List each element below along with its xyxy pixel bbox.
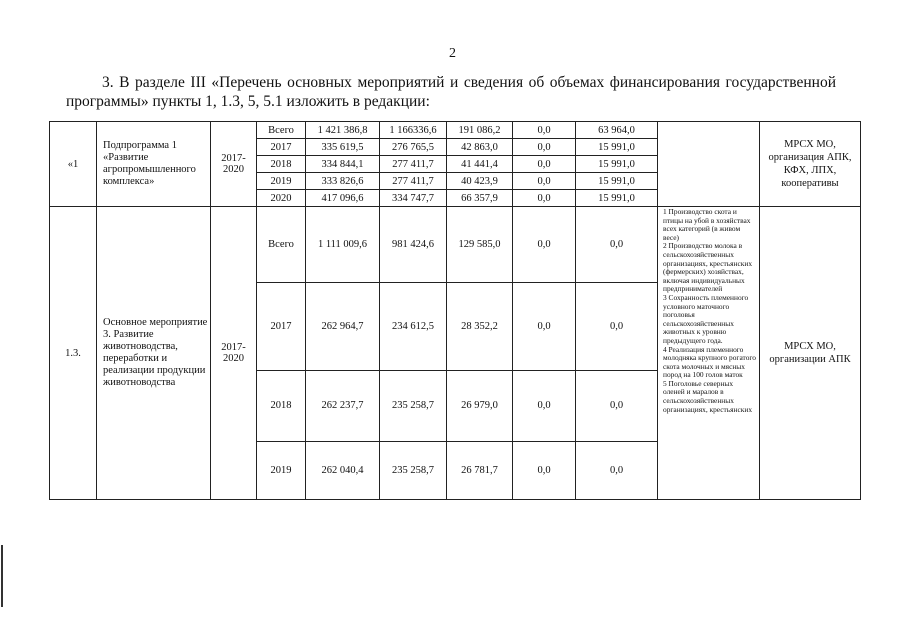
amount-cell: 15 991,0 [576, 156, 658, 173]
amount-cell: 234 612,5 [380, 283, 447, 370]
amount-cell: 0,0 [513, 283, 576, 370]
total-cell: 1 421 386,8 [306, 122, 380, 139]
total-cell: 1 111 009,6 [306, 207, 380, 283]
amount-cell: 40 423,9 [447, 173, 513, 190]
intro-text: 3. В разделе III «Перечень основных мероприятий и сведения об объемах финансирования государственной программы» пункты 1, 1.3, 5, 5.1 изложить в редакции: [66, 74, 836, 110]
item-number: «1 [50, 122, 97, 207]
item-name: Подпрограмма 1 «Развитие агропромышленного комплекса» [97, 122, 211, 207]
amount-cell: 0,0 [513, 370, 576, 441]
year-label: 2020 [257, 190, 306, 207]
scan-edge-mark [1, 545, 3, 607]
program-table [49, 121, 861, 500]
table-row [50, 122, 861, 139]
year-label: 2019 [257, 173, 306, 190]
amount-cell: 334 747,7 [380, 190, 447, 207]
year-label: 2018 [257, 156, 306, 173]
year-label: 2018 [257, 370, 306, 441]
amount-cell: 15 991,0 [576, 139, 658, 156]
amount-cell: 63 964,0 [576, 122, 658, 139]
amount-cell: 0,0 [513, 156, 576, 173]
target-indicators-text: 1 Производство скота и птицы на убой в хозяйствах всех категорий (в живом весе) 2 Производство молока в сельскохозяйственных организациях, крестьянских (фермерских) хозяйствах, включая индивидуальных предпринимателей 3 Сохранность племенного условного маточного поголовья сельскохозяйственных животных к уровню предыдущего года. 4 Реализация племенного молодняка крупного рогатого скота молочных и мясных пород на 100 голов маток 5 Поголовье северных оленей и маралов в сельскохозяйственных организациях, крестьянских [663, 208, 756, 414]
amount-cell: 28 352,2 [447, 283, 513, 370]
total-cell: 262 237,7 [306, 370, 380, 441]
item-period: 2017-2020 [211, 122, 257, 207]
total-cell: 417 096,6 [306, 190, 380, 207]
amount-cell: 0,0 [513, 139, 576, 156]
amount-cell: 41 441,4 [447, 156, 513, 173]
amount-cell: 129 585,0 [447, 207, 513, 283]
amount-cell: 26 979,0 [447, 370, 513, 441]
amount-cell: 277 411,7 [380, 173, 447, 190]
amount-cell: 191 086,2 [447, 122, 513, 139]
amount-cell: 0,0 [576, 283, 658, 370]
amount-cell: 15 991,0 [576, 190, 658, 207]
intro-paragraph [66, 73, 836, 111]
amount-cell: 276 765,5 [380, 139, 447, 156]
target-indicators-cell [658, 207, 760, 500]
year-label: 2017 [257, 283, 306, 370]
amount-cell: 0,0 [576, 441, 658, 499]
total-cell: 334 844,1 [306, 156, 380, 173]
year-label: 2017 [257, 139, 306, 156]
amount-cell: 0,0 [513, 441, 576, 499]
amount-cell: 235 258,7 [380, 441, 447, 499]
amount-cell: 981 424,6 [380, 207, 447, 283]
amount-cell: 277 411,7 [380, 156, 447, 173]
amount-cell: 26 781,7 [447, 441, 513, 499]
year-label: Всего [257, 207, 306, 283]
responsible-cell: МРСХ МО, организации АПК [760, 207, 861, 500]
target-cell [658, 122, 760, 207]
page-number: 2 [449, 46, 456, 61]
total-cell: 262 040,4 [306, 441, 380, 499]
amount-cell: 0,0 [513, 207, 576, 283]
amount-cell: 0,0 [513, 190, 576, 207]
amount-cell: 235 258,7 [380, 370, 447, 441]
amount-cell: 0,0 [576, 370, 658, 441]
item-number: 1.3. [50, 207, 97, 500]
amount-cell: 1 166336,6 [380, 122, 447, 139]
item-period: 2017-2020 [211, 207, 257, 500]
year-label: 2019 [257, 441, 306, 499]
amount-cell: 15 991,0 [576, 173, 658, 190]
total-cell: 333 826,6 [306, 173, 380, 190]
amount-cell: 66 357,9 [447, 190, 513, 207]
total-cell: 335 619,5 [306, 139, 380, 156]
total-cell: 262 964,7 [306, 283, 380, 370]
amount-cell: 0,0 [513, 122, 576, 139]
item-name: Основное мероприятие 3. Развитие животноводства, переработки и реализации продукции животноводства [97, 207, 211, 500]
responsible-cell: МРСХ МО, организация АПК, КФХ, ЛПХ, кооперативы [760, 122, 861, 207]
amount-cell: 42 863,0 [447, 139, 513, 156]
amount-cell: 0,0 [576, 207, 658, 283]
year-label: Всего [257, 122, 306, 139]
amount-cell: 0,0 [513, 173, 576, 190]
table-row [50, 207, 861, 283]
